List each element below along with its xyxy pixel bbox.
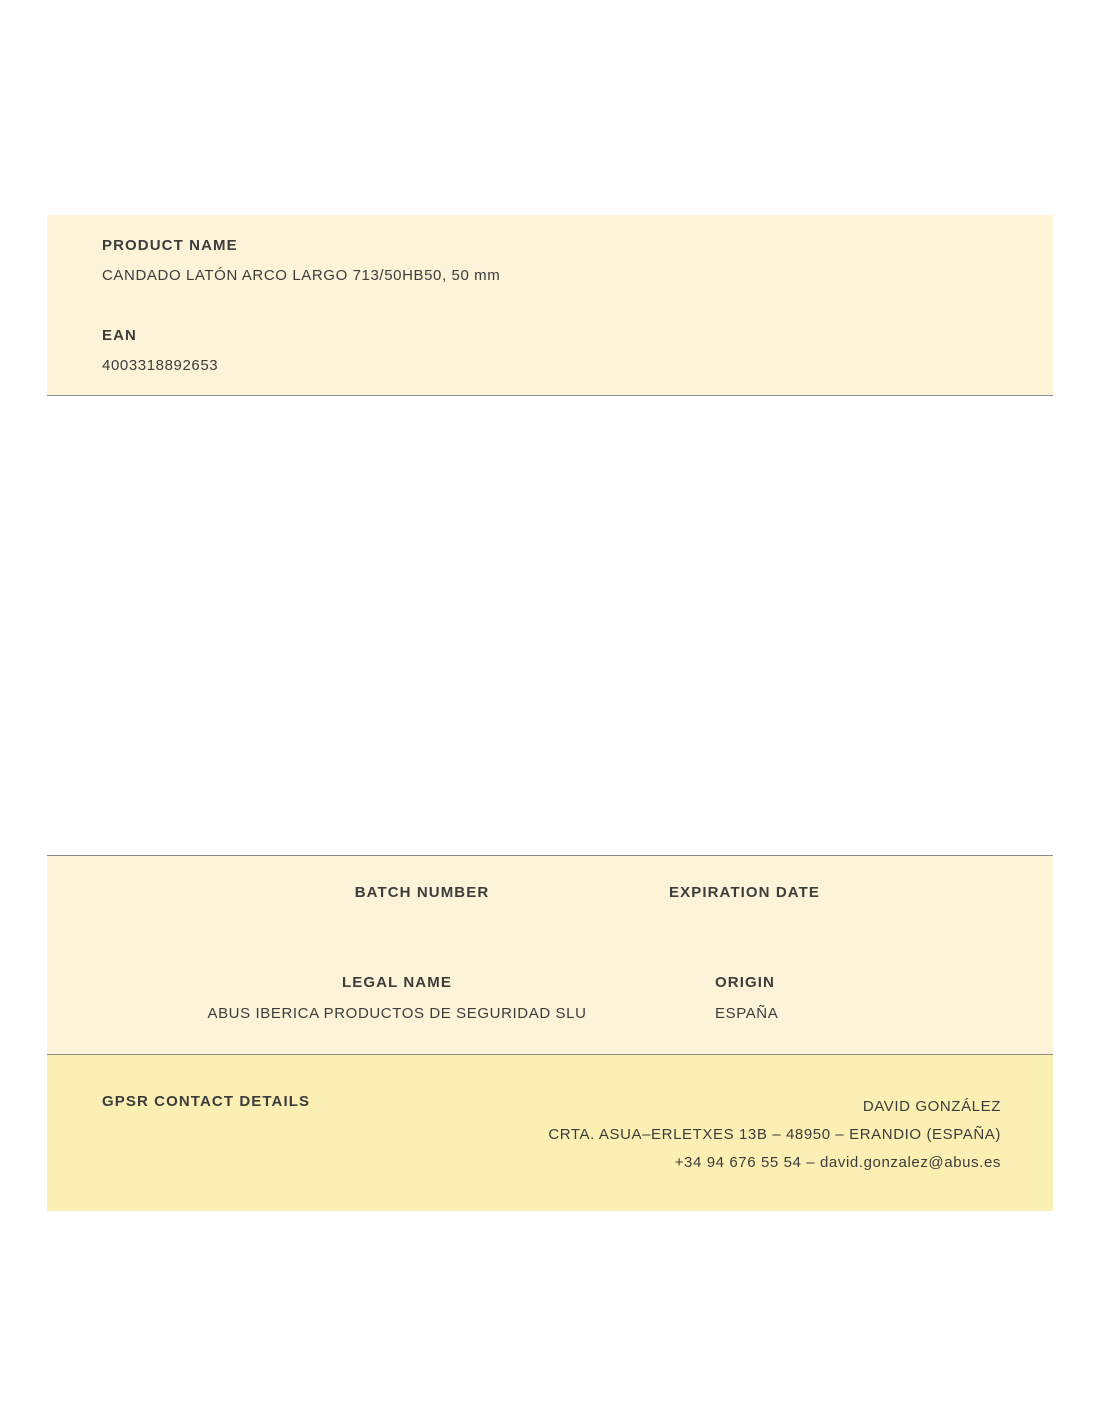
origin-value: ESPAÑA: [715, 1005, 779, 1022]
gpsr-contact-name: DAVID GONZÁLEZ: [862, 1098, 1001, 1115]
product-name-label: PRODUCT NAME: [102, 237, 238, 254]
legal-name-value: ABUS IBERICA PRODUCTOS DE SEGURIDAD SLU: [207, 1005, 587, 1022]
ean-label: EAN: [102, 327, 137, 344]
batch-info-block: [47, 855, 1053, 1055]
gpsr-contact-details: [548, 1093, 1001, 1177]
gpsr-contact-phone-email: +34 94 676 55 54 – david.gonzalez@abus.es: [674, 1154, 1001, 1171]
batch-number-label: BATCH NUMBER: [354, 884, 490, 901]
gpsr-contact-label: GPSR CONTACT DETAILS: [102, 1093, 311, 1110]
legal-name-label: LEGAL NAME: [342, 974, 452, 991]
product-name-value: CANDADO LATÓN ARCO LARGO 713/50HB50, 50 mm: [102, 267, 501, 284]
gpsr-contact-block: [47, 1055, 1053, 1211]
expiration-date-label: EXPIRATION DATE: [669, 884, 820, 901]
origin-label: ORIGIN: [715, 974, 775, 991]
gpsr-contact-address: CRTA. ASUA–ERLETXES 13B – 48950 – ERANDIO (ESPAÑA): [548, 1126, 1001, 1143]
product-info-block: [47, 215, 1053, 396]
ean-value: 4003318892653: [102, 357, 219, 374]
